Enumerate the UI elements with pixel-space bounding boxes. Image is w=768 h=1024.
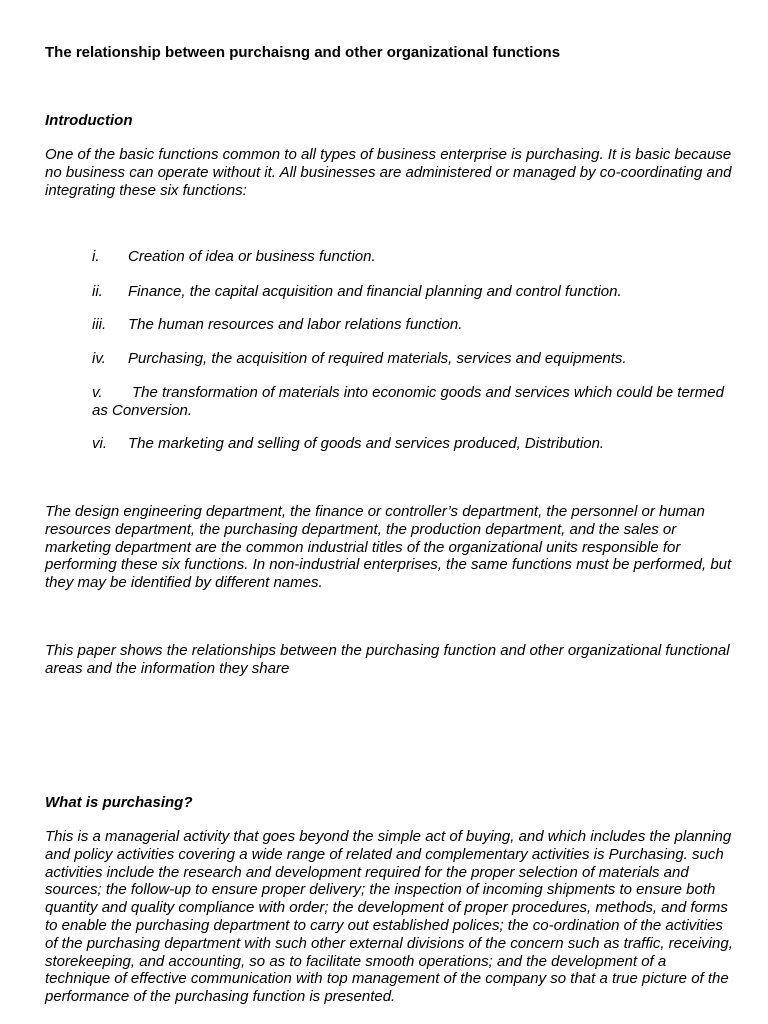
page-title: The relationship between purchaisng and other organizational functions [45,44,561,61]
function-number: i. [92,248,100,265]
function-item [92,316,732,334]
function-number: v. [92,384,103,401]
function-item [92,350,732,368]
function-number: iv. [92,350,106,367]
purchasing-definition-paragraph: This is a managerial activity that goes beyond the simple act of buying, and which includes the planning and policy activities covering a wide range of related and complementary activities is Purchasing. such activities include the research and development required for the proper selection of materials and sources; the follow-up to ensure proper delivery; the inspection of incoming shipments to ensure both quantity and quality compliance with order; the development of proper procedures, methods, and forms to enable the purchasing department to carry out established polices; the co-ordination of the activities of the purchasing department with such other external divisions of the concern such as traffic, receiving, storekeeping, and accounting, so as to facilitate smooth operations; and the development of a technique of effective communication with top management of the company so that a true picture of the performance of the purchasing function is presented. [45,828,733,1006]
departments-paragraph: The design engineering department, the finance or controller’s department, the personnel or human resources department, the purchasing department, the production department, and the sales or marketing department are the common industrial titles of the organizational units responsible for performing these six functions. In non-industrial enterprises, the same functions must be performed, but they may be identified by different names. [45,503,732,592]
function-item [92,248,732,266]
function-text: The transformation of materials into economic goods and services which could be termed as Conversion. [92,384,724,419]
function-number: iii. [92,316,107,333]
function-number: ii. [92,283,103,300]
function-text: The marketing and selling of goods and services produced, Distribution. [128,435,605,452]
function-text: The human resources and labor relations function. [128,316,463,333]
what-is-purchasing-heading: What is purchasing? [45,794,193,811]
function-text: Purchasing, the acquisition of required materials, services and equipments. [128,350,627,367]
introduction-paragraph: One of the basic functions common to all types of business enterprise is purchasing. It is basic because no business can operate without it. All businesses are administered or managed by co-coordinating and integrating these six functions: [45,146,732,199]
function-text: Creation of idea or business function. [128,248,376,265]
introduction-heading: Introduction [45,112,133,129]
paper-scope-paragraph: This paper shows the relationships between the purchasing function and other organizational functional areas and the information they share [45,642,730,677]
function-item [92,435,732,453]
function-number: vi. [92,435,107,452]
function-item [92,384,732,420]
function-text: Finance, the capital acquisition and financial planning and control function. [128,283,622,300]
function-item [92,283,732,301]
